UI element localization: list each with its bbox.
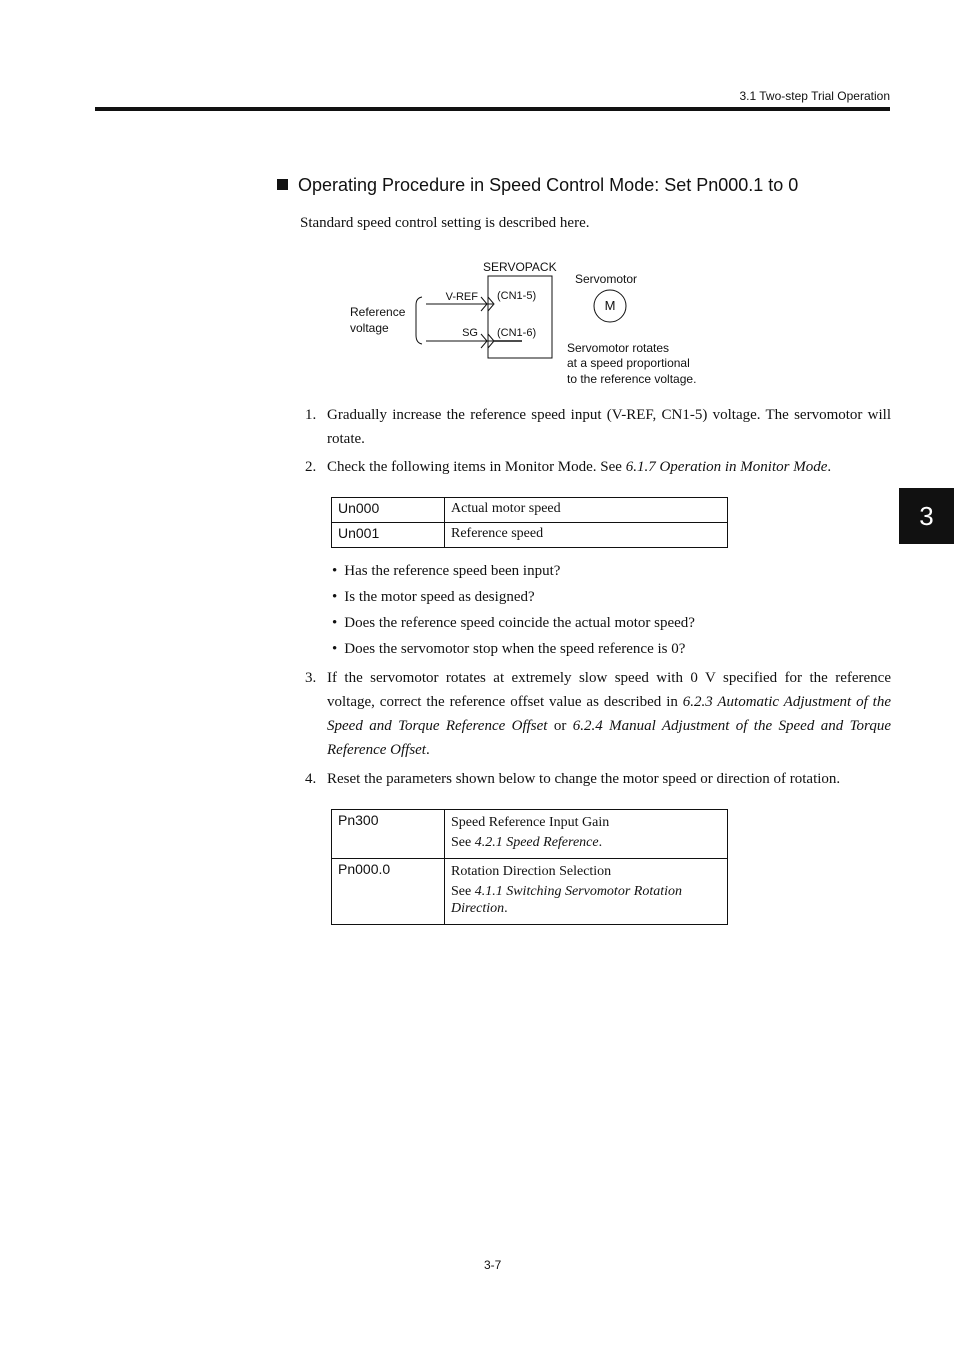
table-cell-description: Reference speed <box>445 523 728 548</box>
table-row <box>332 810 728 859</box>
table-row <box>332 498 728 523</box>
step-text: Reset the parameters shown below to change the motor speed or direction of rotation. <box>327 771 841 787</box>
motor-letter: M <box>604 298 616 313</box>
bullet-icon: • <box>332 615 338 631</box>
note-line1: Servomotor rotates <box>567 341 670 355</box>
bullet-icon: • <box>332 563 338 579</box>
step-text: If the servomotor rotates at extremely slow speed with 0 V specified for the reference voltage, correct the reference offset value as described in 6.2.3 Automatic Adjustment of the Speed and Torque Reference Offset or 6.2.4 Manual Adjustment of the Speed and Torque Reference Offset. <box>327 670 891 758</box>
note-line2: at a speed proportional <box>567 356 690 370</box>
cross-reference: 6.2.4 Manual Adjustment of the Speed and Torque Reference Offset <box>327 718 891 758</box>
vref-label: V-REF <box>445 291 478 303</box>
check-item: • Does the reference speed coincide the actual motor speed? <box>332 615 695 631</box>
note-line3: to the reference voltage. <box>567 372 697 386</box>
check-item: • Does the servomotor stop when the speed reference is 0? <box>332 641 686 657</box>
square-bullet-icon <box>277 179 288 190</box>
cn1-6-label: (CN1-6) <box>497 327 537 339</box>
cn1-5-label: (CN1-5) <box>497 290 537 302</box>
cross-reference: 4.2.1 Speed Reference <box>474 835 599 850</box>
servopack-label: SERVOPACK <box>483 260 557 274</box>
bullet-icon: • <box>332 589 338 605</box>
cross-reference: 6.1.7 Operation in Monitor Mode <box>625 459 828 475</box>
wiring-diagram <box>340 255 720 390</box>
table-cell-code: Pn000.0 <box>332 859 445 925</box>
page-number: 3-7 <box>484 1258 502 1272</box>
servomotor-label: Servomotor <box>575 272 638 286</box>
table-row <box>332 523 728 548</box>
table-cell-description: Rotation Direction Selection See 4.1.1 Switching Servomotor Rotation Direction. <box>445 859 728 925</box>
step-text: Check the following items in Monitor Mode. See 6.1.7 Operation in Monitor Mode. <box>327 459 832 475</box>
step-4 <box>305 767 891 791</box>
servopack-box <box>488 276 552 358</box>
monitor-table <box>331 497 728 548</box>
step-1 <box>305 403 891 451</box>
step-2 <box>305 455 891 479</box>
table-row <box>332 859 728 925</box>
bullet-icon: • <box>332 641 338 657</box>
table-cell-code: Un000 <box>332 498 445 523</box>
table-cell-description: Speed Reference Input Gain See 4.2.1 Speed Reference. <box>445 810 728 859</box>
cross-reference: 6.2.3 Automatic Adjustment of the Speed and Torque Reference Offset <box>327 694 891 734</box>
reference-brace <box>416 297 422 344</box>
sg-label: SG <box>462 327 478 339</box>
section-heading-text: Operating Procedure in Speed Control Mode: Set Pn000.1 to 0 <box>298 175 799 195</box>
step-number: 4. <box>305 771 317 787</box>
check-item: • Has the reference speed been input? <box>332 563 561 579</box>
header-rule <box>95 107 890 111</box>
running-header: 3.1 Two-step Trial Operation <box>739 89 890 103</box>
chapter-tab: 3 <box>899 488 954 544</box>
check-item: • Is the motor speed as designed? <box>332 589 535 605</box>
section-heading <box>277 175 798 196</box>
step-3 <box>305 666 891 762</box>
reference-label-line1: Reference <box>350 305 406 319</box>
table-cell-description: Actual motor speed <box>445 498 728 523</box>
step-text: Gradually increase the reference speed input (V-REF, CN1-5) voltage. The servomotor will rotate. <box>327 407 891 447</box>
parameter-table <box>331 809 728 925</box>
reference-label-line2: voltage <box>350 321 389 335</box>
table-cell-code: Un001 <box>332 523 445 548</box>
step-number: 3. <box>305 670 317 686</box>
table-cell-code: Pn300 <box>332 810 445 859</box>
step-number: 2. <box>305 459 317 475</box>
intro-text: Standard speed control setting is described here. <box>300 215 590 231</box>
cross-reference: 4.1.1 Switching Servomotor Rotation Direction <box>451 884 682 916</box>
step-number: 1. <box>305 407 317 423</box>
